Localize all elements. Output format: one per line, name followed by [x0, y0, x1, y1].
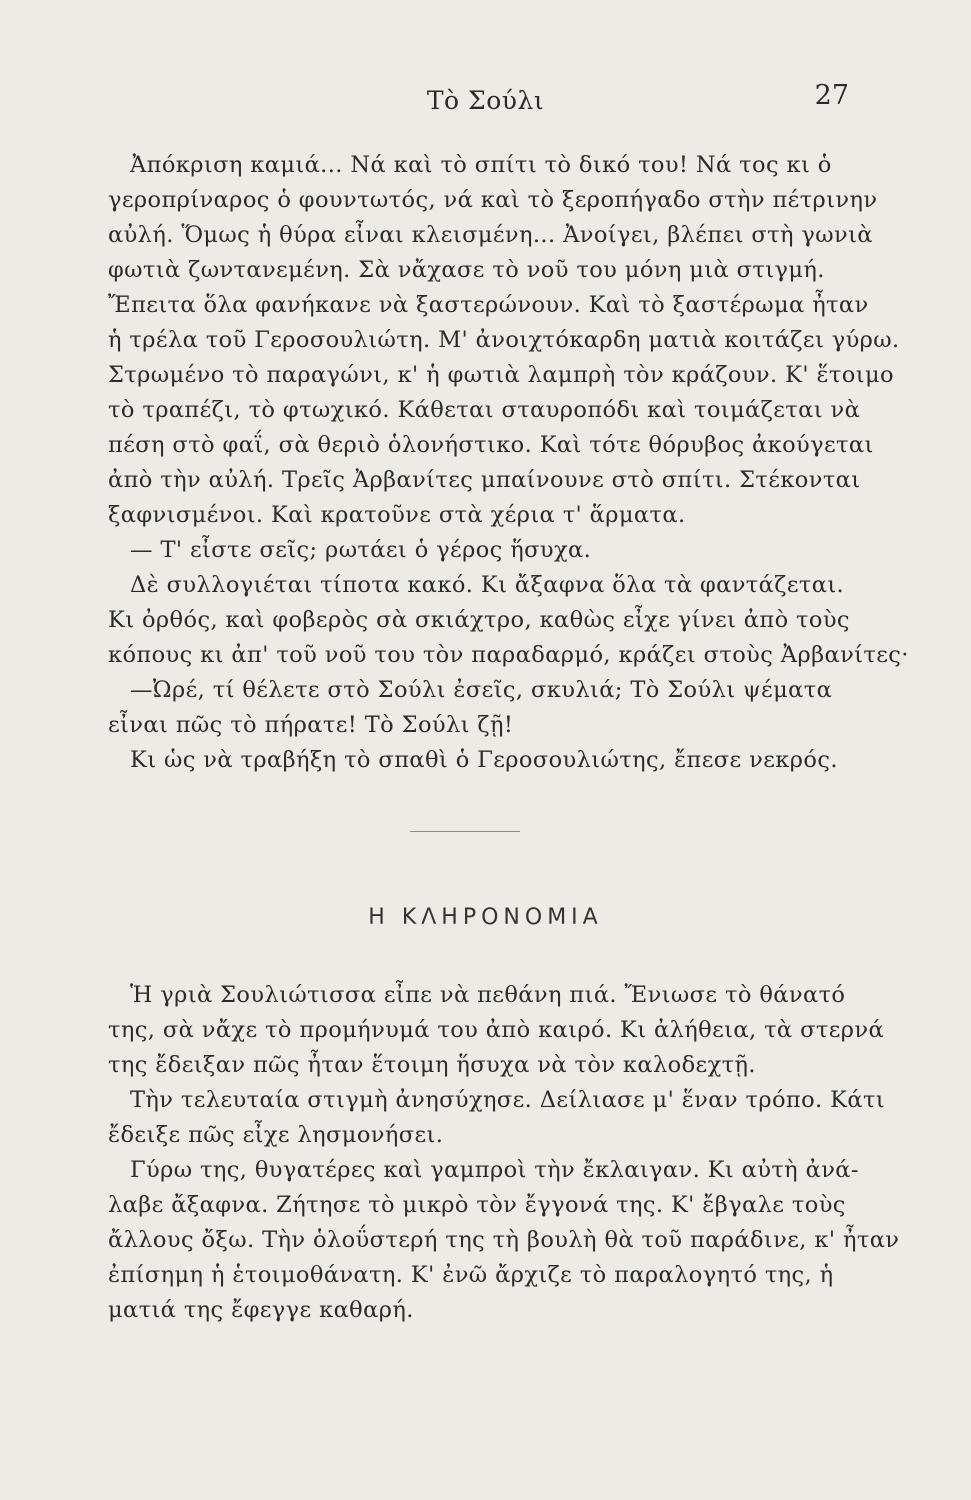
text-line: πέση στὸ φαΐ, σὰ θεριὸ ὁλονήστικο. Καὶ τότε θόρυβος ἀκούγεται	[108, 432, 874, 458]
text-line: ἄλλους ὄξω. Τὴν ὁλοΰστερή της τὴ βουλὴ θὰ τοῦ παράδινε, κ' ἦταν	[108, 1227, 900, 1253]
text-line: Τὴν τελευταία στιγμὴ ἀνησύχησε. Δείλιασε μ' ἕναν τρόπο. Κάτι	[130, 1087, 886, 1113]
page-number: 27	[814, 80, 849, 111]
text-line: ματιά της ἔφεγγε καθαρή.	[108, 1297, 414, 1323]
text-line: Δὲ συλλογιέται τίποτα κακό. Κι ἄξαφνα ὅλα τὰ φαντάζεται.	[130, 572, 845, 598]
text-line: ἡ τρέλα τοῦ Γεροσουλιώτη. Μ' ἀνοιχτόκαρδη ματιὰ κοιτάζει γύρω.	[108, 327, 900, 353]
text-line: ἀπὸ τὴν αὐλή. Τρεῖς Ἀρβανίτες μπαίνουνε στὸ σπίτι. Στέκονται	[108, 467, 861, 493]
text-line: Κι ὀρθός, καὶ φοβερὸς σὰ σκιάχτρο, καθὼς εἶχε γίνει ἀπὸ τοὺς	[108, 607, 850, 633]
text-line: της, σὰ νἄχε τὸ προμήνυμά του ἀπὸ καιρό. Κι ἀλήθεια, τὰ στερνά	[108, 1017, 885, 1043]
text-line: τὸ τραπέζι, τὸ φτωχικό. Κάθεται σταυροπόδι καὶ τοιμάζεται νὰ	[108, 397, 861, 423]
text-line: ξαφνισμένοι. Καὶ κρατοῦνε στὰ χέρια τ' ἅρματα.	[108, 502, 686, 528]
text-line: γεροπρίναρος ὁ φουντωτός, νά καὶ τὸ ξεροπήγαδο στὴν πέτρινην	[108, 187, 878, 213]
text-line: Κι ὡς νὰ τραβήξη τὸ σπαθὶ ὁ Γεροσουλιώτης, ἔπεσε νεκρός.	[130, 747, 838, 773]
text-line: Ἡ γριὰ Σουλιώτισσα εἶπε νὰ πεθάνη πιά. Ἔνιωσε τὸ θάνατό	[130, 982, 846, 1008]
text-line: εἶναι πῶς τὸ πήρατε! Τὸ Σούλι ζῇ!	[108, 712, 514, 738]
text-line: κόπους κι ἀπ' τοῦ νοῦ του τὸν παραδαρμό, κράζει στοὺς Ἀρβανίτες·	[108, 642, 909, 668]
text-line: της ἔδειξαν πῶς ἦταν ἕτοιμη ἥσυχα νὰ τὸν καλοδεχτῇ.	[108, 1052, 756, 1078]
text-line: ἐπίσημη ἡ ἑτοιμοθάνατη. Κ' ἐνῶ ἄρχιζε τὸ παραλογητό της, ἡ	[108, 1262, 834, 1288]
running-title: Τὸ Σούλι	[426, 86, 545, 115]
text-line: Γύρω της, θυγατέρες καὶ γαμπροὶ τὴν ἔκλαιγαν. Κι αὐτὴ ἀνά-	[130, 1157, 859, 1183]
running-head	[0, 80, 971, 120]
section-divider	[410, 831, 520, 832]
text-line: Ἔπειτα ὅλα φανήκανε νὰ ξαστερώνουν. Καὶ τὸ ξαστέρωμα ἦταν	[108, 292, 869, 318]
text-line: λαβε ἄξαφνα. Ζήτησε τὸ μικρὸ τὸν ἔγγονά της. Κ' ἔβγαλε τοὺς	[108, 1192, 846, 1218]
text-line: ἔδειξε πῶς εἶχε λησμονήσει.	[108, 1122, 444, 1148]
dialogue-line: — Τ' εἶστε σεῖς; ρωτάει ὁ γέρος ἥσυχα.	[130, 537, 592, 563]
inheritance-text	[108, 978, 900, 1328]
text-line: Στρωμένο τὸ παραγώνι, κ' ἡ φωτιὰ λαμπρὴ τὸν κράζουν. Κ' ἕτοιμο	[108, 362, 894, 388]
section-title: Η ΚΛΗΡΟΝΟΜΙΑ	[368, 905, 603, 930]
text-line: Ἀπόκριση καμιά... Νά καὶ τὸ σπίτι τὸ δικό του! Νά τος κι ὁ	[130, 152, 832, 178]
text-line: αὐλή. Ὅμως ἡ θύρα εἶναι κλεισμένη... Ἀνοίγει, βλέπει στὴ γωνιὰ	[108, 222, 873, 248]
dialogue-line: —Ὠρέ, τί θέλετε στὸ Σούλι ἐσεῖς, σκυλιά; Τὸ Σούλι ψέματα	[130, 677, 833, 703]
story-end-text	[108, 148, 909, 778]
text-line: φωτιὰ ζωντανεμένη. Σὰ νἄχασε τὸ νοῦ του μόνη μιὰ στιγμή.	[108, 257, 825, 283]
